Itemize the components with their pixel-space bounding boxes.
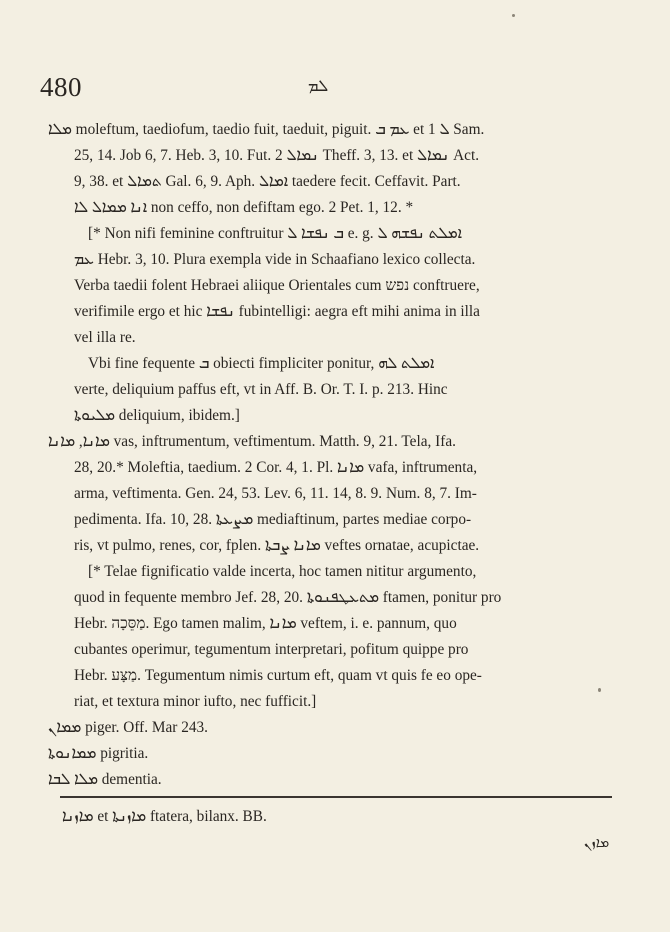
text-line: ܡܐܢܐ, ܡܐܢܐ vas, inftrumentum, veftimentum. Matth. 9, 21. Tela, Ifa. <box>48 433 456 450</box>
text-line: 28, 20.* Moleftia, taedium. 2 Cor. 4, 1. Pl. ܡܐܢܐ vafa, inftrumenta, <box>74 459 478 476</box>
text-line: ܐܢܐ ܡܡܐܠ ܠܐ non ceffo, non defiftam ego. 2 Pet. 1, 12. * <box>74 199 414 216</box>
text-line: cubantes operimur, tegumentum interpretari, pofitum quippe pro <box>74 641 469 658</box>
footer-entry: ܡܐܙܢܐ et ܡܐܙܢܬܐ ftatera, bilanx. BB. <box>62 808 267 825</box>
text-line: 9, 38. et ܬܡܐܠ Gal. 6, 9. Aph. ܐܡܐܠ taedere fecit. Ceffavit. Part. <box>74 173 461 190</box>
text-line: [* Telae fignificatio valde incerta, hoc tamen nititur argumento, <box>88 563 477 580</box>
text-line: pedimenta. Ifa. 10, 28. ܡܨܥܬܐ mediaftinum, partes mediae corpo- <box>74 511 472 528</box>
text-line: ܡܡܐܢܘܬܐ pigritia. <box>48 745 149 762</box>
text-line: ܥܡ Hebr. 3, 10. Plura exempla vide in Schaafiano lexico collecta. <box>74 251 476 268</box>
text-line: ܡܠܝܘܬܐ deliquium, ibidem.] <box>74 407 240 424</box>
text-line: [* Non nifi feminine conftruitur ܒ ܢܦܫܐ ܠ e. g. ܐܡܠܬ ܢܦܫܗ ܠ <box>88 225 462 242</box>
text-line: quod in fequente membro Jef. 28, 20. ܡܬܥܛܦܢܘܬܐ ftamen, ponitur pro <box>74 589 502 606</box>
text-line: ܡܠܐ ܠܒܐ dementia. <box>48 771 162 788</box>
text-line: vel illa re. <box>74 329 136 346</box>
text-line: riat, et textura minor iufto, nec fufficit.] <box>74 693 317 710</box>
text-line: ܡܠܐ moleftum, taediofum, taedio fuit, taeduit, piguit. ܥܡ ܒ et ܠ 1 Sam. <box>48 121 485 138</box>
text-line: 25, 14. Job 6, 7. Heb. 3, 10. Fut. ܢܡܐܠ 2 Theff. 3, 13. et ܢܡܐܠ Act. <box>74 147 480 164</box>
paper-speck <box>512 14 515 17</box>
text-line: verifimile ergo et hic ܢܦܫܐ fubintelligi: aegra eft mihi anima in illa <box>74 303 480 320</box>
text-line: verte, deliquium paffus eft, vt in Aff. B. Or. T. I. p. 213. Hinc <box>74 381 448 398</box>
running-head: ܠܡ <box>308 78 329 95</box>
text-line: Hebr. מַסֵּכָה. Ego tamen malim, ܡܐܢܐ veftem, i. e. pannum, quo <box>74 615 457 632</box>
paper-speck <box>598 688 601 692</box>
text-line: Verba taedii folent Hebraei aliique Orientales cum נפש conftruere, <box>74 277 480 294</box>
text-line: arma, veftimenta. Gen. 24, 53. Lev. 6, 11. 14, 8. 9. Num. 8, 7. Im- <box>74 485 477 502</box>
text-line: Vbi fine fequente ܒ obiecti fimpliciter ponitur, ܐܡܠܬ ܠܗ <box>88 355 435 372</box>
text-line: ris, vt pulmo, renes, cor, fplen. ܡܐܢܐ ܨܒܬܐ veftes ornatae, acupictae. <box>74 537 480 554</box>
page-number: 480 <box>40 72 82 102</box>
page-header <box>40 72 640 112</box>
text-line: ܡܡܐܢ piger. Off. Mar 243. <box>48 719 208 736</box>
section-rule <box>60 796 612 798</box>
catchword: ܡܐܙܢ <box>584 836 610 851</box>
text-line: Hebr. מַצָּע. Tegumentum nimis curtum eft, quam vt quis fe eo ope- <box>74 667 482 684</box>
